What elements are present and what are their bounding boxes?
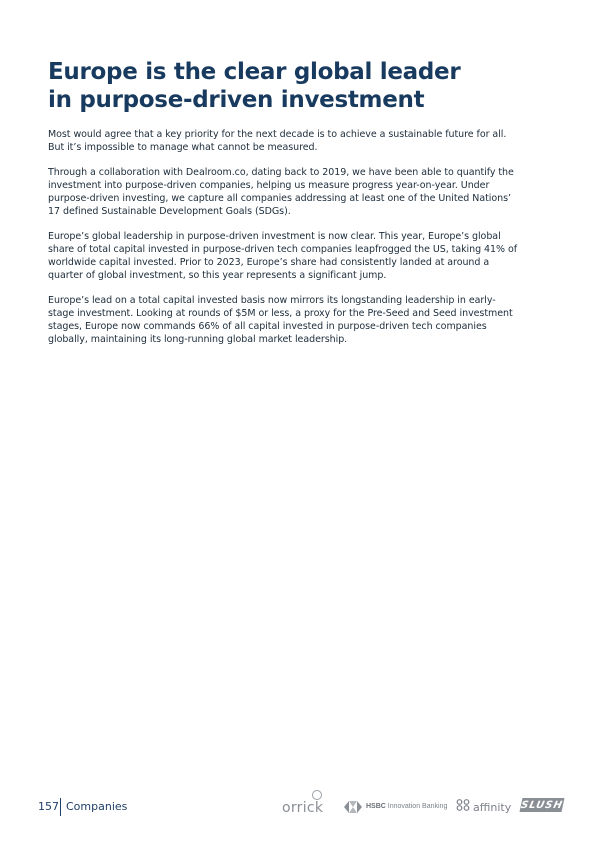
paragraph-2: Through a collaboration with Dealroom.co, dating back to 2019, we have been able to quantify the investment into purpose-driven companies, helping us measure progress year-on-year. Under purpose-driven investing, we capture all companies addressing at least one of the United Nations’ 17 defined Sustainable Development Goals (SDGs).	[48, 167, 514, 217]
page-number: 157	[38, 800, 59, 813]
main-content	[48, 58, 518, 358]
orrick-ring-icon	[312, 790, 322, 800]
hsbc-hexagon-icon	[344, 800, 362, 812]
partner-logos	[282, 790, 582, 820]
paragraph-1: Most would agree that a key priority for the next decade is to achieve a sustainable future for all. But it’s impossible to manage what cannot be measured.	[48, 129, 507, 153]
orrick-logo-text: orrick	[282, 800, 324, 816]
section-label: Companies	[66, 800, 128, 813]
footer-divider	[60, 798, 61, 816]
affinity-mark-icon	[456, 798, 470, 816]
paragraph-4: Europe’s lead on a total capital invested basis now mirrors its longstanding leadership in early-stage investment. Looking at rounds of $5M or less, a proxy for the Pre-Seed and Seed investment stages, Europe now commands 66% of all capital invested in purpose-driven tech companies globally, maintaining its long-running global market leadership.	[48, 295, 513, 345]
affinity-logo	[456, 798, 511, 816]
slush-logo-text: SLUSH	[519, 799, 565, 811]
affinity-logo-text: affinity	[473, 800, 512, 814]
hsbc-logo-text: HSBC Innovation Banking	[366, 802, 448, 810]
slush-logo	[520, 798, 565, 812]
paragraph-3: Europe’s global leadership in purpose-driven investment is now clear. This year, Europe’s global share of total capital invested in purpose-driven tech companies leapfrogged the US, taking 41% of worldwide capital invested. Prior to 2023, Europe’s share had consistently landed at around a quarter of global investment, so this year represents a significant jump.	[48, 231, 518, 281]
page-heading: Europe is the clear global leader in purpose-driven investment	[48, 59, 461, 113]
hsbc-logo	[344, 799, 447, 813]
page-footer	[0, 790, 600, 820]
